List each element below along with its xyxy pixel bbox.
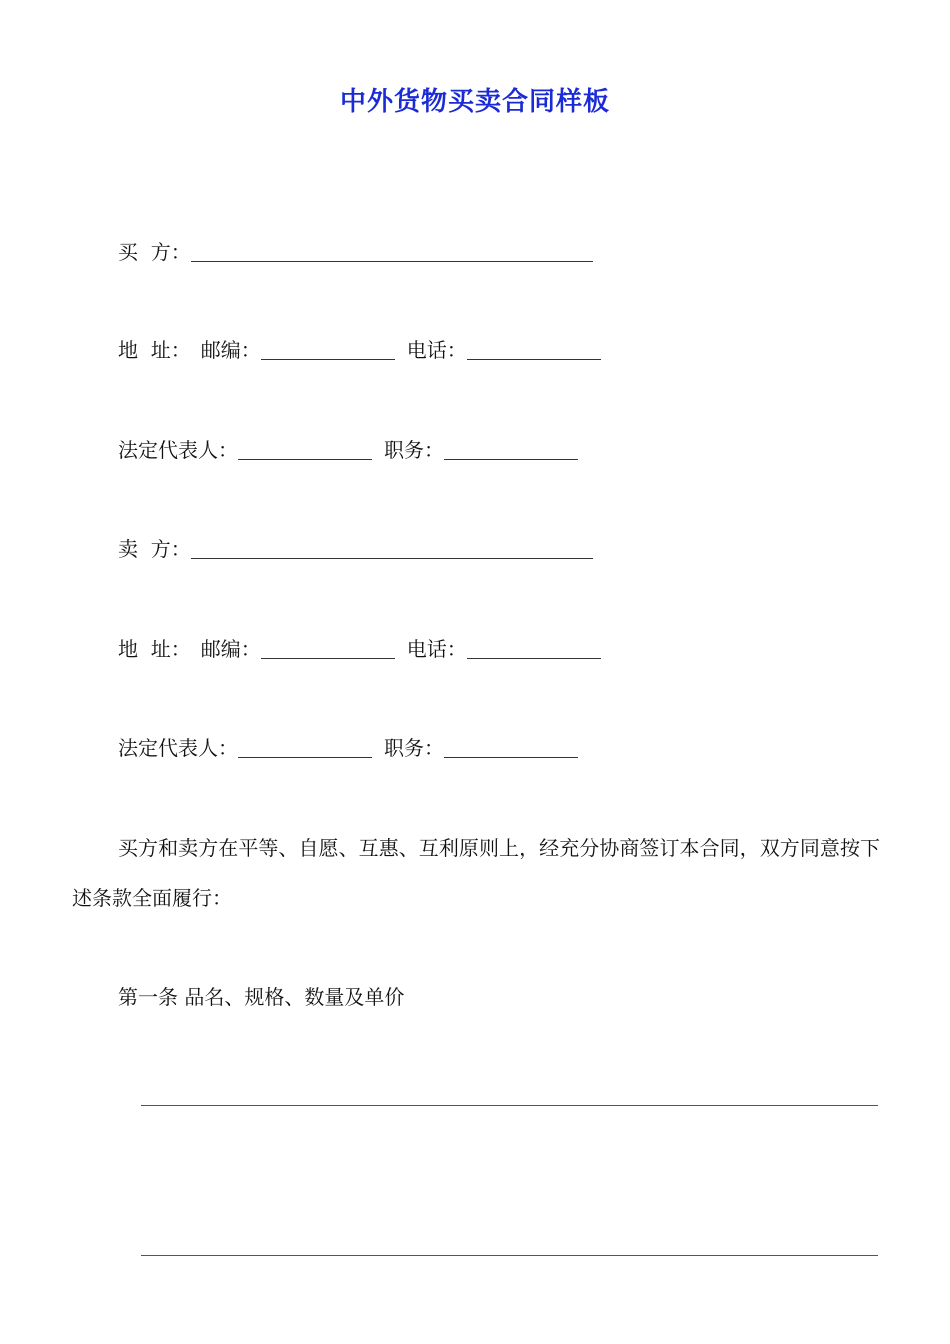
buyer-postcode-blank[interactable]: [261, 337, 395, 360]
seller-rep-label: 法定代表人：: [118, 736, 238, 760]
buyer-address-row: [118, 335, 601, 365]
buyer-position-label: 职务：: [384, 438, 444, 462]
buyer-rep-label: 法定代表人：: [118, 438, 238, 462]
seller-address-label: 地 址：: [118, 637, 191, 661]
seller-postcode-blank[interactable]: [261, 636, 395, 659]
buyer-address-label: 地 址：: [118, 338, 191, 362]
seller-position-label: 职务：: [384, 736, 444, 760]
seller-address-row: [118, 634, 601, 664]
buyer-phone-blank[interactable]: [467, 337, 601, 360]
buyer-phone-label: 电话：: [406, 338, 467, 362]
clause-1-fill-line[interactable]: [141, 1105, 878, 1106]
clause-1-heading: 第一条 品名、规格、数量及单价: [118, 985, 405, 1009]
buyer-rep-row: [118, 435, 578, 465]
clause-1-fill-line[interactable]: [141, 1255, 878, 1256]
buyer-rep-blank[interactable]: [238, 437, 372, 460]
buyer-name-blank[interactable]: [191, 239, 593, 262]
seller-party-row: [118, 534, 593, 564]
seller-phone-label: 电话：: [406, 637, 467, 661]
preamble-paragraph: 买方和卖方在平等、自愿、互惠、互利原则上，经充分协商签订本合同，双方同意按下述条款全面履行：: [72, 836, 880, 910]
buyer-party-row: [118, 237, 593, 267]
seller-phone-blank[interactable]: [467, 636, 601, 659]
buyer-postcode-label: 邮编：: [200, 338, 261, 362]
seller-rep-blank[interactable]: [238, 735, 372, 758]
seller-postcode-label: 邮编：: [200, 637, 261, 661]
document-title: 中外货物买卖合同样板: [339, 87, 610, 117]
seller-name-blank[interactable]: [191, 536, 593, 559]
buyer-position-blank[interactable]: [444, 437, 578, 460]
seller-rep-row: [118, 733, 578, 763]
seller-position-blank[interactable]: [444, 735, 578, 758]
buyer-party-label: 买 方：: [118, 240, 191, 264]
seller-party-label: 卖 方：: [118, 537, 191, 561]
